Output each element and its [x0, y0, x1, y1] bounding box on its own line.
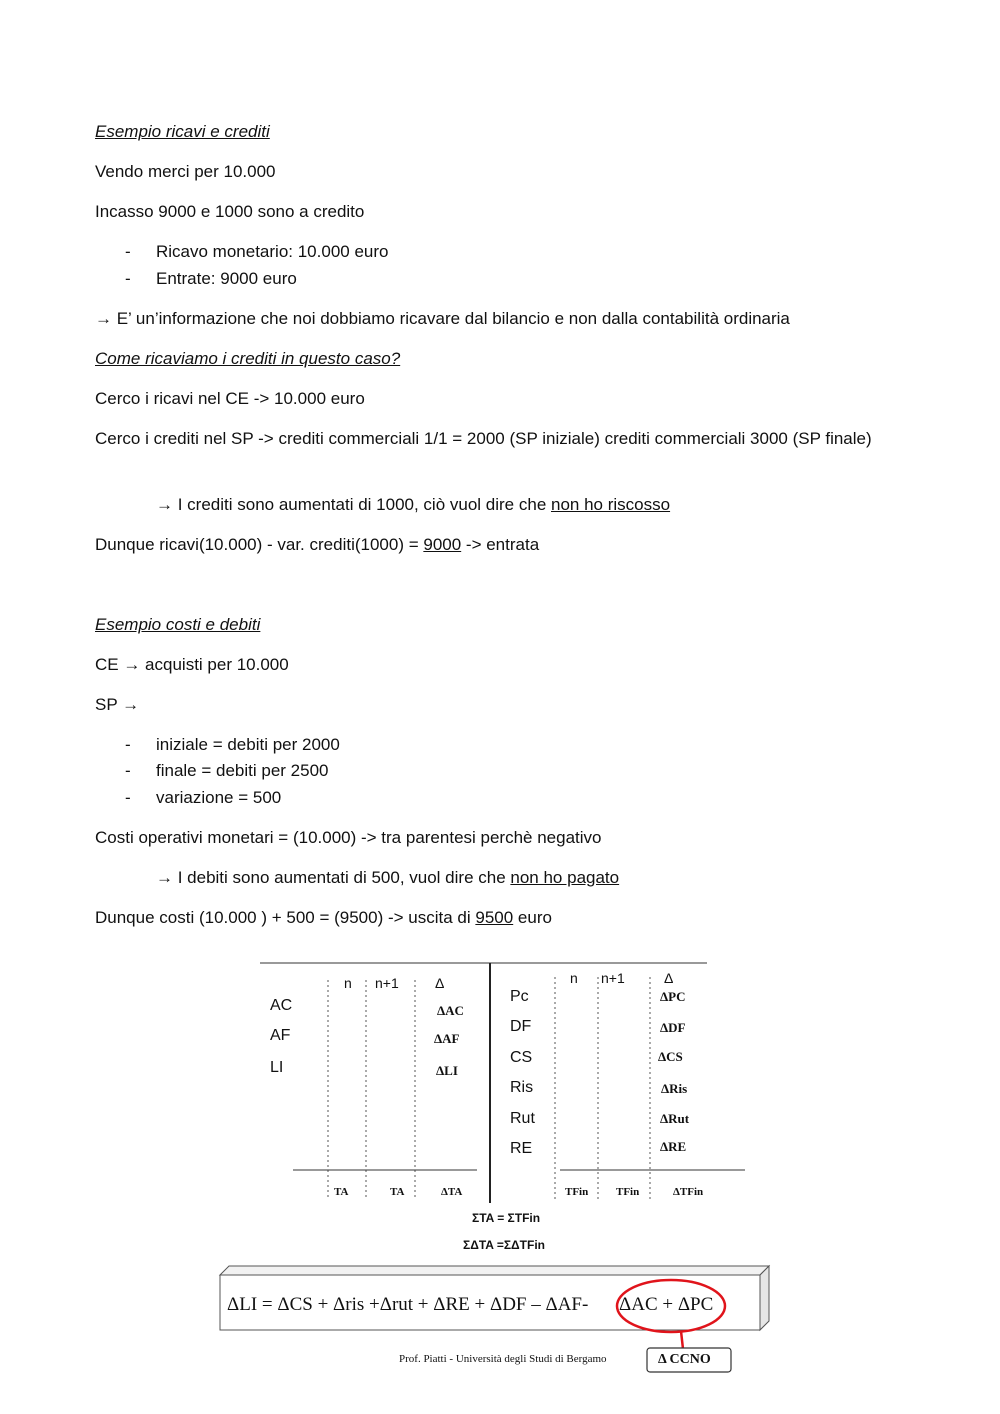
right-header-n1: n+1: [601, 970, 625, 986]
bullet-dash: -: [125, 269, 131, 288]
formula-main: ΔLI = ΔCS + Δris +Δrut + ΔRE + ΔDF – ΔAF-: [227, 1294, 589, 1315]
left-row-af: AF: [270, 1027, 291, 1044]
right-row-rut: Rut: [510, 1110, 535, 1127]
left-delta-ac: ΔAC: [437, 1003, 464, 1018]
section1-note: → E’ un’informazione che noi dobbiamo ricavare dal bilancio e non dalla contabilità ordinaria: [95, 309, 790, 328]
bullet-text: finale = debiti per 2500: [156, 761, 329, 780]
arrow-underlined: non ho pagato: [510, 868, 620, 887]
conclusion-tail: euro: [513, 908, 552, 927]
right-delta-rut: ΔRut: [660, 1111, 690, 1126]
right-row-re: RE: [510, 1140, 533, 1157]
bullet-dash: -: [125, 788, 131, 807]
right-delta-re: ΔRE: [660, 1139, 687, 1154]
sum-equation-1: ΣTA = ΣTFin: [472, 1211, 541, 1225]
formula-circled: ΔAC + ΔPC: [619, 1294, 714, 1315]
bullet-dash: -: [125, 242, 131, 261]
right-header-n: n: [570, 970, 578, 986]
section2-arrow-line: [156, 866, 619, 890]
right-delta-ris: ΔRis: [661, 1081, 688, 1096]
conclusion-text: Dunque costi (10.000 ) + 500 = (9500) -> uscita di: [95, 908, 476, 927]
left-total-ta-n: TA: [334, 1186, 349, 1198]
left-header-n: n: [344, 975, 352, 991]
right-delta-cs: ΔCS: [658, 1049, 683, 1064]
left-row-ac: AC: [270, 997, 293, 1014]
section1-line4: Cerco i crediti nel SP -> crediti commerciali 1/1 = 2000 (SP iniziale) crediti commerciali 3000 (SP finale): [95, 429, 872, 448]
figure-footer: Prof. Piatti - Università degli Studi di Bergamo: [399, 1353, 607, 1365]
right-delta-pc: ΔPC: [660, 989, 686, 1004]
section1-line1: Vendo merci per 10.000: [95, 162, 276, 181]
ccno-label: Δ CCNO: [658, 1352, 711, 1367]
section2-title: Esempio costi e debiti: [95, 615, 261, 634]
left-row-li: LI: [270, 1059, 284, 1076]
arrow-text: → I debiti sono aumentati di 500, vuol dire che: [156, 868, 511, 887]
section2-line2: SP →: [95, 695, 140, 714]
bullet-text: variazione = 500: [156, 788, 282, 807]
bullet-dash: -: [125, 735, 131, 754]
right-row-df: DF: [510, 1018, 532, 1035]
figure-lines: [215, 955, 775, 1380]
bullet-text: Ricavo monetario: 10.000 euro: [156, 242, 389, 261]
arrow-text: → I crediti sono aumentati di 1000, ciò vuol dire che: [156, 495, 551, 514]
section1-title: Esempio ricavi e crediti: [95, 122, 270, 141]
section2-conclusion: [95, 906, 552, 930]
left-total-ta-n1: TA: [390, 1186, 405, 1198]
section1-line3: Cerco i ricavi nel CE -> 10.000 euro: [95, 389, 365, 408]
arrow-underlined: non ho riscosso: [551, 495, 671, 514]
section1-line2: Incasso 9000 e 1000 sono a credito: [95, 202, 365, 221]
sum-equation-2: ΣΔTA =ΣΔTFin: [463, 1238, 545, 1252]
left-delta-li: ΔLI: [436, 1063, 458, 1078]
left-header-delta: Δ: [435, 975, 445, 991]
conclusion-text: Dunque ricavi(10.000) - var. crediti(1000) =: [95, 535, 424, 554]
section1-conclusion: [95, 533, 539, 557]
section2-line1: CE → acquisti per 10.000: [95, 655, 289, 674]
right-header-delta: Δ: [664, 970, 674, 986]
bullet-dash: -: [125, 761, 131, 780]
section1-question: Come ricaviamo i crediti in questo caso?: [95, 349, 401, 368]
left-delta-af: ΔAF: [434, 1031, 460, 1046]
section1-arrow-line: [156, 493, 670, 517]
left-header-n1: n+1: [375, 975, 399, 991]
right-total-tfin-n1: TFin: [616, 1186, 640, 1198]
right-row-pc: Pc: [510, 988, 529, 1005]
right-row-cs: CS: [510, 1049, 533, 1066]
right-row-ris: Ris: [510, 1079, 534, 1096]
bullet-text: Entrate: 9000 euro: [156, 269, 297, 288]
conclusion-tail: -> entrata: [461, 535, 540, 554]
conclusion-underlined: 9500: [475, 908, 514, 927]
balance-sheet-figure: [215, 955, 775, 1380]
bullet-text: iniziale = debiti per 2000: [156, 735, 340, 754]
right-delta-df: ΔDF: [660, 1020, 686, 1035]
right-total-delta-tfin: ΔTFin: [673, 1186, 704, 1198]
section2-line3: Costi operativi monetari = (10.000) -> tra parentesi perchè negativo: [95, 828, 602, 847]
left-total-delta-ta: ΔTA: [441, 1186, 463, 1198]
conclusion-underlined: 9000: [423, 535, 462, 554]
right-total-tfin-n: TFin: [565, 1186, 589, 1198]
